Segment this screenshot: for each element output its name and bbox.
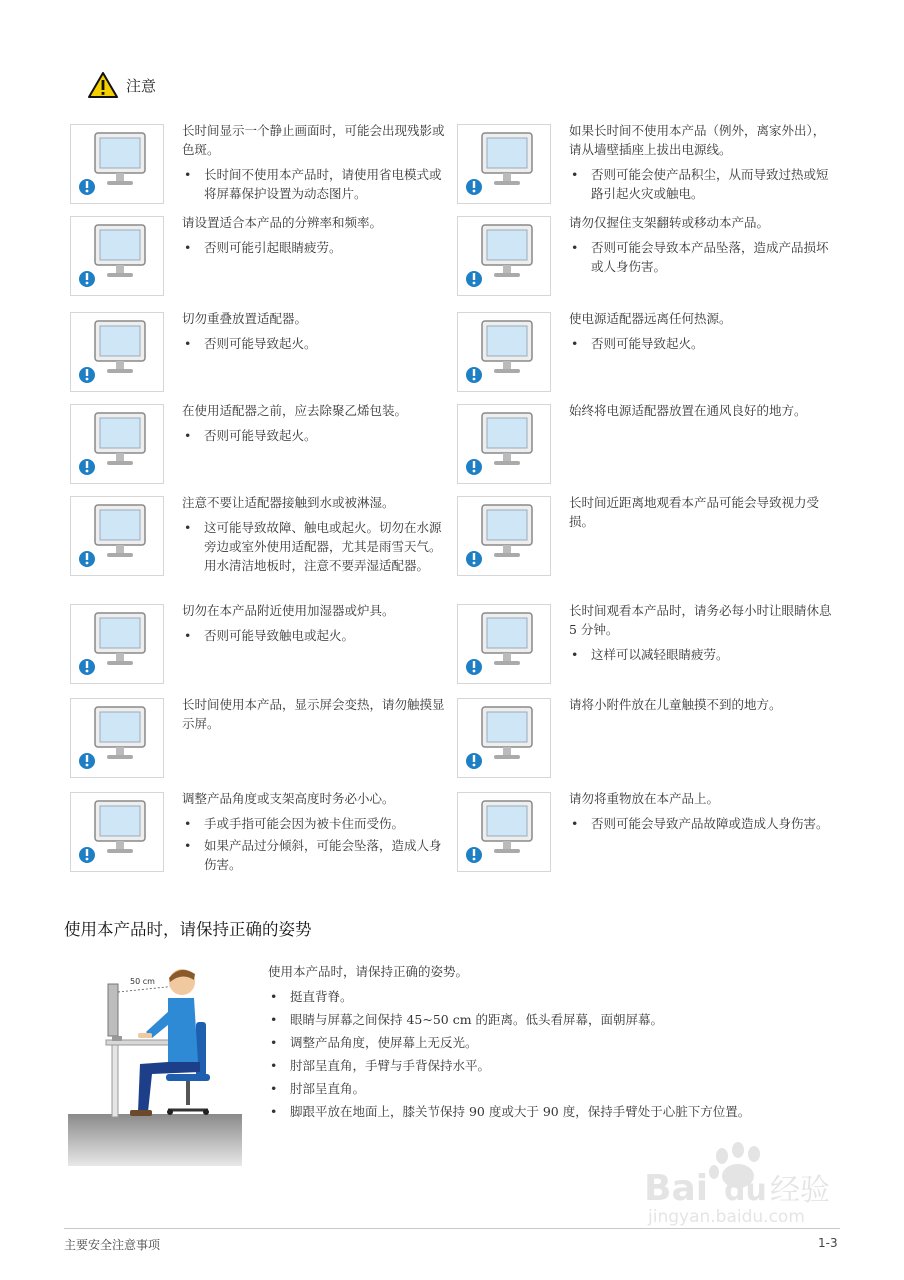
monitor-static-image-icon [70, 124, 164, 204]
caution-main-text: 请勿将重物放在本产品上。 [569, 791, 720, 806]
watermark-brand-b: du [724, 1173, 767, 1208]
adapter-heater-icon [457, 312, 551, 392]
posture-intro: 使用本产品时，请保持正确的姿势。 [268, 964, 469, 979]
distance-label: 50 cm [130, 977, 155, 986]
posture-bullet: • 调整产品角度，使屏幕上无反光。 [268, 1033, 828, 1052]
caution-main-text: 在使用适配器之前，应去除聚乙烯包装。 [182, 403, 408, 418]
caution-bullet-list [569, 645, 837, 664]
caution-bullet: • 否则可能会导致本产品坠落，造成产品损坏或人身伤害。 [569, 238, 837, 276]
footer-divider [64, 1228, 840, 1229]
monitor-close-viewing-icon [457, 496, 551, 576]
caution-bullet-list [569, 165, 837, 203]
caution-bullet: • 手或手指可能会因为被卡住而受伤。 [182, 814, 450, 833]
watermark-brand-a: Bai [644, 1168, 709, 1209]
caution-text [569, 493, 837, 537]
watermark-url: jingyan.baidu.com [648, 1207, 805, 1226]
monitor-humidifier-icon [70, 604, 164, 684]
caution-text [569, 121, 837, 206]
caution-bullet-list [182, 238, 450, 257]
posture-section-title: 使用本产品时，请保持正确的姿势 [64, 920, 312, 939]
monitor-rest-eyes-icon [457, 604, 551, 684]
correct-posture-illustration [68, 962, 242, 1166]
caution-text [182, 695, 450, 739]
caution-text [182, 121, 450, 206]
caution-bullet: • 否则可能导致触电或起火。 [182, 626, 450, 645]
caution-bullet: • 如果产品过分倾斜，可能会坠落，造成人身伤害。 [182, 836, 450, 874]
caution-main-text: 如果长时间不使用本产品（例外，离家外出），请从墙壁插座上拔出电源线。 [569, 123, 826, 157]
caution-bullet: • 否则可能引起眼睛疲劳。 [182, 238, 450, 257]
caution-main-text: 长时间显示一个静止画面时，可能会出现残影或色斑。 [182, 123, 445, 157]
monitor-unplug-icon [457, 124, 551, 204]
caution-main-text: 请将小附件放在儿童触摸不到的地方。 [569, 697, 782, 712]
posture-bullet: • 肘部呈直角。 [268, 1079, 828, 1098]
monitor-hot-screen-icon [70, 698, 164, 778]
caution-bullet-list [569, 238, 837, 276]
posture-bullet: • 脚跟平放在地面上，膝关节保持 90 度或大于 90 度，保持手臂处于心脏下方位置。 [268, 1102, 828, 1121]
caution-bullet: • 这样可以减轻眼睛疲劳。 [569, 645, 837, 664]
baidu-jingyan-watermark [640, 1142, 850, 1226]
footer-section-name: 主要安全注意事项 [64, 1238, 161, 1252]
caution-main-text: 始终将电源适配器放置在通风良好的地方。 [569, 403, 807, 418]
caution-main-text: 注意不要让适配器接触到水或被淋湿。 [182, 495, 395, 510]
caution-bullet-list [182, 626, 450, 645]
caution-bullet: • 否则可能导致起火。 [182, 426, 450, 445]
caution-title: 注意 [126, 76, 157, 95]
caution-text [569, 601, 837, 667]
caution-main-text: 调整产品角度或支架高度时务必小心。 [182, 791, 395, 806]
posture-bullet: • 肘部呈直角，手臂与手背保持水平。 [268, 1056, 828, 1075]
caution-bullet-list [182, 518, 450, 575]
caution-text [182, 309, 450, 356]
caution-bullet-list [182, 334, 450, 353]
monitor-resolution-icon [70, 216, 164, 296]
caution-text [569, 789, 837, 836]
caution-main-text: 长时间使用本产品，显示屏会变热，请勿触摸显示屏。 [182, 697, 445, 731]
caution-bullet-list [569, 334, 837, 353]
caution-main-text: 长时间近距离地观看本产品可能会导致视力受损。 [569, 495, 820, 529]
caution-text [569, 213, 837, 279]
caution-text [182, 789, 450, 877]
posture-bullet: • 眼睛与屏幕之间保持 45~50 cm 的距离。低头看屏幕，面朝屏幕。 [268, 1010, 828, 1029]
posture-text [268, 962, 828, 1125]
caution-bullet: • 这可能导致故障、触电或起火。切勿在水源旁边或室外使用适配器，尤其是雨雪天气。用水清洁地板时，注意不要弄湿适配器。 [182, 518, 450, 575]
caution-text [182, 213, 450, 260]
caution-bullet: • 长时间不使用本产品时，请使用省电模式或将屏幕保护设置为动态图片。 [182, 165, 450, 203]
caution-bullet: • 否则可能导致起火。 [182, 334, 450, 353]
monitor-hold-stand-icon [457, 216, 551, 296]
adapter-packaging-icon [70, 404, 164, 484]
adapter-water-icon [70, 496, 164, 576]
caution-bullet-list [569, 814, 837, 833]
caution-main-text: 请设置适合本产品的分辨率和频率。 [182, 215, 383, 230]
posture-bullet: • 挺直背脊。 [268, 987, 828, 1006]
caution-text [182, 601, 450, 648]
warning-triangle-icon [88, 72, 118, 98]
caution-bullet-list [182, 814, 450, 874]
caution-bullet: • 否则可能会导致产品故障或造成人身伤害。 [569, 814, 837, 833]
caution-main-text: 切勿在本产品附近使用加湿器或炉具。 [182, 603, 395, 618]
monitor-adjust-angle-icon [70, 792, 164, 872]
caution-main-text: 切勿重叠放置适配器。 [182, 311, 308, 326]
caution-bullet-list [182, 426, 450, 445]
caution-text [182, 401, 450, 448]
caution-bullet: • 否则可能导致起火。 [569, 334, 837, 353]
caution-bullet-list [182, 165, 450, 203]
page-number: 1-3 [818, 1236, 838, 1250]
caution-main-text: 使电源适配器远离任何热源。 [569, 311, 732, 326]
watermark-product: 经验 [770, 1173, 830, 1208]
caution-header [88, 72, 156, 98]
adapter-ventilation-icon [457, 404, 551, 484]
posture-bullet-list [268, 987, 828, 1121]
caution-bullet: • 否则可能会使产品积尘，从而导致过热或短路引起火灾或触电。 [569, 165, 837, 203]
monitor-heavy-object-icon [457, 792, 551, 872]
child-accessories-icon [457, 698, 551, 778]
caution-text [569, 309, 837, 356]
adapter-stacked-icon [70, 312, 164, 392]
caution-text [182, 493, 450, 578]
caution-main-text: 长时间观看本产品时，请务必每小时让眼睛休息 5 分钟。 [569, 603, 832, 637]
caution-main-text: 请勿仅握住支架翻转或移动本产品。 [569, 215, 770, 230]
caution-text [569, 695, 837, 720]
caution-text [569, 401, 837, 426]
